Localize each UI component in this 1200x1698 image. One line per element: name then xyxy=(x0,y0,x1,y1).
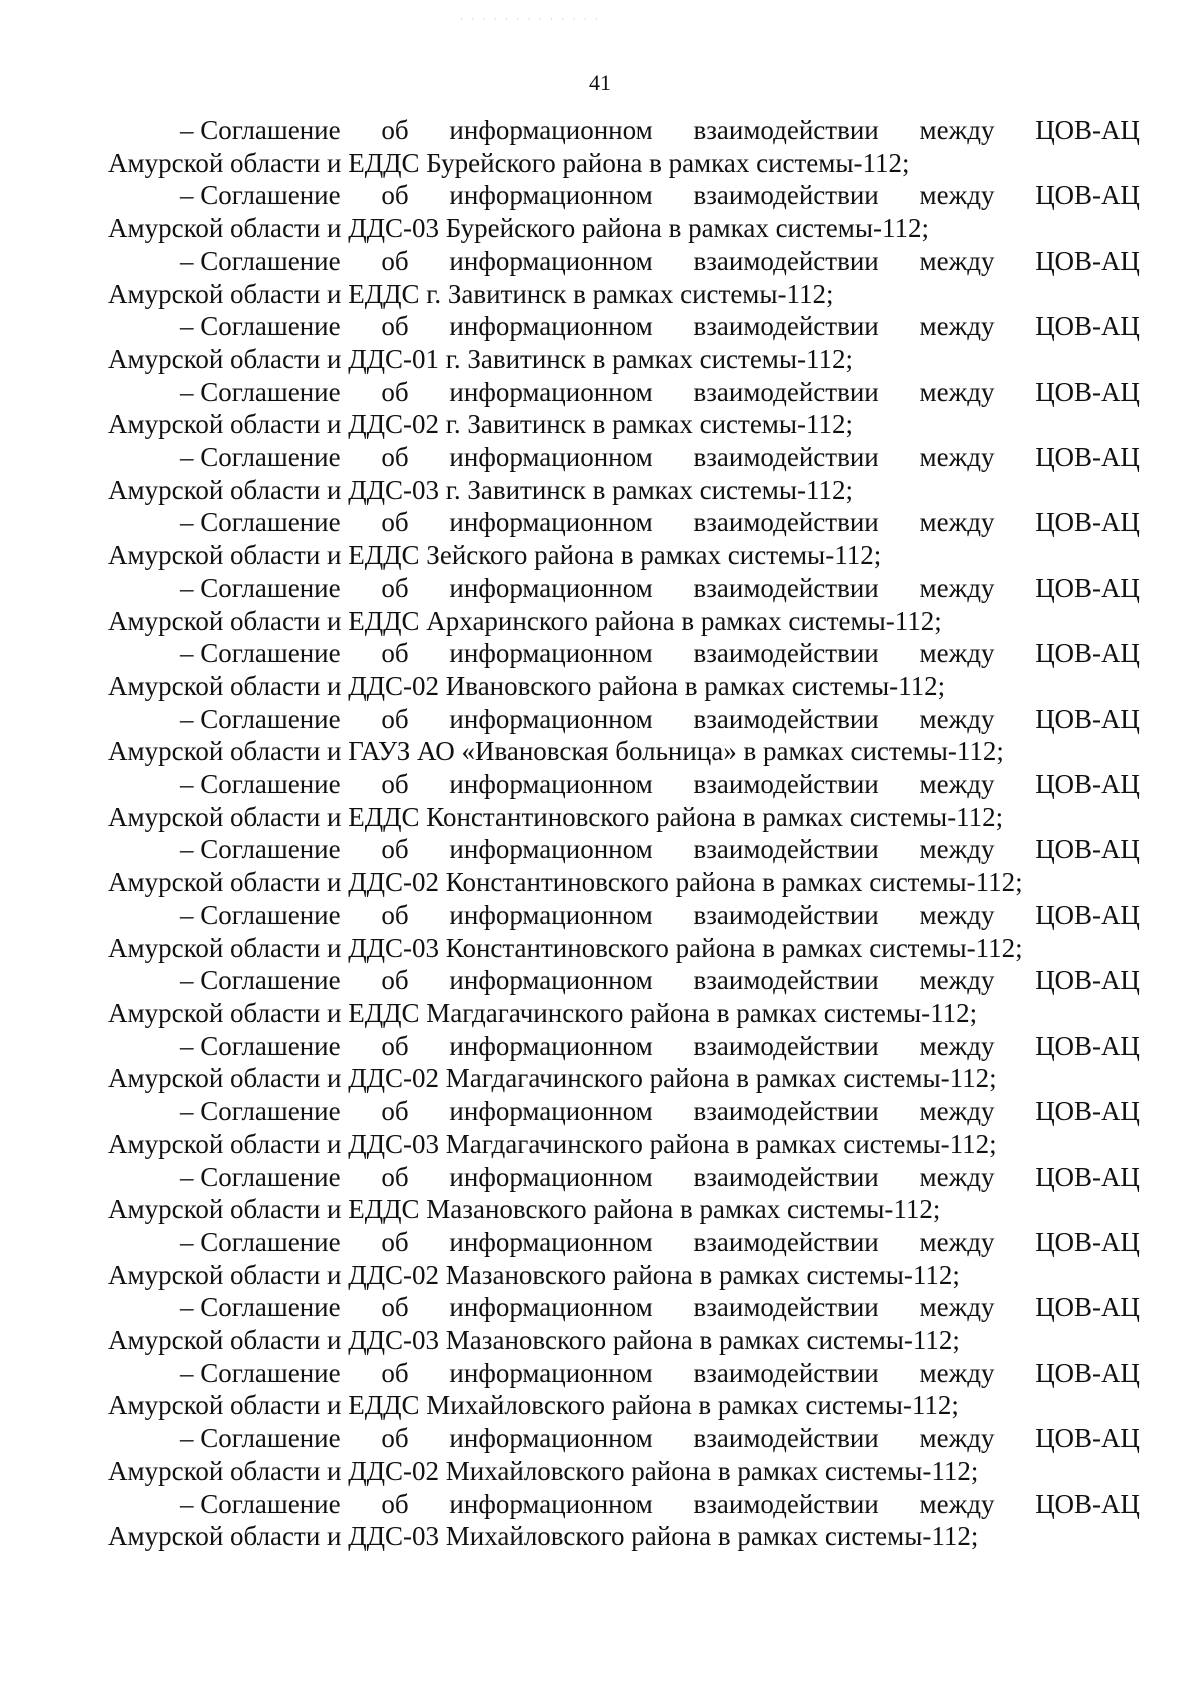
agreement-item-line-2: Амурской области и ДДС-03 Мазановского района в рамках системы-112; xyxy=(108,1325,960,1356)
agreement-item-word: об xyxy=(381,769,409,800)
agreement-item xyxy=(108,899,1140,964)
agreement-item-word: ЦОВ-АЦ xyxy=(1035,311,1140,342)
agreement-item-word: ЦОВ-АЦ xyxy=(1035,180,1140,211)
agreement-item-word: взаимодействии xyxy=(693,311,879,342)
agreement-item xyxy=(108,506,1140,571)
agreement-item-word: – Соглашение xyxy=(180,572,341,603)
agreement-item-word: информационном xyxy=(449,442,653,473)
agreement-item-word: между xyxy=(919,899,995,930)
agreement-item-word: об xyxy=(381,1226,409,1257)
agreement-item-word: – Соглашение xyxy=(180,1423,341,1454)
agreement-item-word: взаимодействии xyxy=(693,1161,879,1192)
agreement-item-word: об xyxy=(381,180,409,211)
agreement-item-line-2: Амурской области и ГАУЗ АО «Ивановская больница» в рамках системы-112; xyxy=(108,736,1004,767)
agreement-item xyxy=(108,1161,1140,1226)
agreement-list xyxy=(108,114,1140,1553)
agreement-item-word: – Соглашение xyxy=(180,245,341,276)
agreement-item xyxy=(108,1422,1140,1487)
agreement-item-word: ЦОВ-АЦ xyxy=(1035,703,1140,734)
agreement-item-line-2: Амурской области и ЕДДС Бурейского района в рамках системы-112; xyxy=(108,147,910,178)
agreement-item-word: ЦОВ-АЦ xyxy=(1035,1161,1140,1192)
agreement-item-line-1 xyxy=(108,441,1140,474)
agreement-item-word: – Соглашение xyxy=(180,965,341,996)
agreement-item-word: об xyxy=(381,834,409,865)
agreement-item-word: ЦОВ-АЦ xyxy=(1035,1423,1140,1454)
agreement-item-word: информационном xyxy=(449,769,653,800)
agreement-item-word: – Соглашение xyxy=(180,1292,341,1323)
agreement-item xyxy=(108,1488,1140,1553)
agreement-item-word: информационном xyxy=(449,834,653,865)
agreement-item-line-2: Амурской области и ЕДДС Зейского района в рамках системы-112; xyxy=(108,540,882,571)
agreement-item-word: между xyxy=(919,638,995,669)
agreement-item-word: взаимодействии xyxy=(693,115,879,145)
agreement-item-line-1 xyxy=(108,114,1140,147)
agreement-item-line-1 xyxy=(108,572,1140,605)
agreement-item xyxy=(108,768,1140,833)
agreement-item xyxy=(108,1226,1140,1291)
agreement-item-word: ЦОВ-АЦ xyxy=(1035,376,1140,407)
agreement-item-word: – Соглашение xyxy=(180,180,341,211)
agreement-item-word: информационном xyxy=(449,1357,653,1388)
agreement-item-word: между xyxy=(919,769,995,800)
agreement-item-word: взаимодействии xyxy=(693,1357,879,1388)
scan-artifact: · · · · · · · · · · · · · xyxy=(460,14,601,24)
agreement-item-word: – Соглашение xyxy=(180,769,341,800)
agreement-item-word: об xyxy=(381,1292,409,1323)
agreement-item-word: об xyxy=(381,1096,409,1127)
agreement-item-word: ЦОВ-АЦ xyxy=(1035,1030,1140,1061)
agreement-item-line-1 xyxy=(108,637,1140,670)
agreement-item-line-1 xyxy=(108,1095,1140,1128)
agreement-item-line-1 xyxy=(108,376,1140,409)
agreement-item-line-1 xyxy=(108,1226,1140,1259)
agreement-item-line-1 xyxy=(108,768,1140,801)
agreement-item-word: взаимодействии xyxy=(693,1423,879,1454)
agreement-item-word: между xyxy=(919,1488,995,1519)
agreement-item-word: – Соглашение xyxy=(180,115,341,145)
agreement-item-word: информационном xyxy=(449,1096,653,1127)
agreement-item-line-1 xyxy=(108,179,1140,212)
agreement-item-word: – Соглашение xyxy=(180,1488,341,1519)
agreement-item-line-2: Амурской области и ЕДДС Магдагачинского района в рамках системы-112; xyxy=(108,997,978,1028)
agreement-item-line-1 xyxy=(108,1291,1140,1324)
agreement-item xyxy=(108,310,1140,375)
agreement-item-line-2: Амурской области и ДДС-02 Михайловского района в рамках системы-112; xyxy=(108,1455,979,1486)
page-number: 41 xyxy=(589,70,611,95)
agreement-item-word: взаимодействии xyxy=(693,572,879,603)
agreement-item-word: информационном xyxy=(449,245,653,276)
agreement-item-line-2: Амурской области и ЕДДС Константиновского района в рамках системы-112; xyxy=(108,801,1004,832)
agreement-item-word: между xyxy=(919,834,995,865)
agreement-item-word: информационном xyxy=(449,1292,653,1323)
agreement-item-word: информационном xyxy=(449,1161,653,1192)
agreement-item-word: взаимодействии xyxy=(693,1030,879,1061)
agreement-item-word: между xyxy=(919,572,995,603)
agreement-item-word: – Соглашение xyxy=(180,442,341,473)
agreement-item-word: – Соглашение xyxy=(180,311,341,342)
agreement-item-word: между xyxy=(919,1423,995,1454)
agreement-item-word: об xyxy=(381,965,409,996)
agreement-item-line-2: Амурской области и ДДС-02 г. Завитинск в рамках системы-112; xyxy=(108,409,854,440)
agreement-item-word: информационном xyxy=(449,899,653,930)
agreement-item-word: информационном xyxy=(449,376,653,407)
agreement-item-word: взаимодействии xyxy=(693,245,879,276)
agreement-item-word: ЦОВ-АЦ xyxy=(1035,572,1140,603)
agreement-item-word: об xyxy=(381,1161,409,1192)
agreement-item xyxy=(108,1095,1140,1160)
agreement-item-line-2: Амурской области и ДДС-01 г. Завитинск в рамках системы-112; xyxy=(108,343,854,374)
agreement-item xyxy=(108,572,1140,637)
agreement-item-word: ЦОВ-АЦ xyxy=(1035,1488,1140,1519)
agreement-item-word: об xyxy=(381,1030,409,1061)
agreement-item-word: взаимодействии xyxy=(693,1488,879,1519)
agreement-item-line-1 xyxy=(108,1161,1140,1194)
agreement-item-word: об xyxy=(381,703,409,734)
agreement-item-word: ЦОВ-АЦ xyxy=(1035,442,1140,473)
agreement-item-word: между xyxy=(919,180,995,211)
agreement-item-word: между xyxy=(919,376,995,407)
agreement-item xyxy=(108,245,1140,310)
agreement-item-word: – Соглашение xyxy=(180,899,341,930)
agreement-item-word: взаимодействии xyxy=(693,1292,879,1323)
agreement-item-word: ЦОВ-АЦ xyxy=(1035,1226,1140,1257)
agreement-item-word: ЦОВ-АЦ xyxy=(1035,965,1140,996)
agreement-item-word: об xyxy=(381,638,409,669)
agreement-item-word: взаимодействии xyxy=(693,442,879,473)
agreement-item-word: ЦОВ-АЦ xyxy=(1035,1096,1140,1127)
agreement-item-line-1 xyxy=(108,1422,1140,1455)
agreement-item-word: об xyxy=(381,311,409,342)
agreement-item-word: об xyxy=(381,115,409,145)
agreement-item-word: между xyxy=(919,442,995,473)
agreement-item-word: между xyxy=(919,1292,995,1323)
agreement-item-line-2: Амурской области и ДДС-02 Магдагачинского района в рамках системы-112; xyxy=(108,1063,997,1094)
agreement-item-word: об xyxy=(381,507,409,538)
agreement-item-word: – Соглашение xyxy=(180,507,341,538)
agreement-item xyxy=(108,1291,1140,1356)
agreement-item-word: информационном xyxy=(449,1488,653,1519)
agreement-item-word: – Соглашение xyxy=(180,638,341,669)
agreement-item-word: информационном xyxy=(449,507,653,538)
agreement-item-word: взаимодействии xyxy=(693,703,879,734)
agreement-item-word: между xyxy=(919,1030,995,1061)
agreement-item xyxy=(108,441,1140,506)
agreement-item-word: информационном xyxy=(449,1423,653,1454)
agreement-item-word: об xyxy=(381,899,409,930)
agreement-item xyxy=(108,637,1140,702)
agreement-item-word: – Соглашение xyxy=(180,834,341,865)
agreement-item-word: между xyxy=(919,245,995,276)
agreement-item-word: между xyxy=(919,311,995,342)
agreement-item-line-1 xyxy=(108,833,1140,866)
agreement-item-line-1 xyxy=(108,1030,1140,1063)
agreement-item-word: между xyxy=(919,703,995,734)
agreement-item-line-1 xyxy=(108,1488,1140,1521)
agreement-item-word: об xyxy=(381,1423,409,1454)
agreement-item-line-1 xyxy=(108,703,1140,736)
agreement-item-word: взаимодействии xyxy=(693,1096,879,1127)
agreement-item-word: ЦОВ-АЦ xyxy=(1035,1292,1140,1323)
agreement-item-word: информационном xyxy=(449,311,653,342)
agreement-item-word: информационном xyxy=(449,1030,653,1061)
agreement-item-word: между xyxy=(919,507,995,538)
agreement-item-word: об xyxy=(381,245,409,276)
agreement-item-word: информационном xyxy=(449,572,653,603)
agreement-item-word: – Соглашение xyxy=(180,1226,341,1257)
agreement-item-line-2: Амурской области и ДДС-03 Бурейского района в рамках системы-112; xyxy=(108,213,929,244)
agreement-item-line-2: Амурской области и ДДС-03 Магдагачинского района в рамках системы-112; xyxy=(108,1128,997,1159)
agreement-item-word: – Соглашение xyxy=(180,1030,341,1061)
agreement-item-word: об xyxy=(381,442,409,473)
agreement-item-line-1 xyxy=(108,899,1140,932)
agreement-item-word: об xyxy=(381,1357,409,1388)
agreement-item-word: информационном xyxy=(449,965,653,996)
agreement-item xyxy=(108,179,1140,244)
agreement-item-word: между xyxy=(919,1357,995,1388)
agreement-item-line-1 xyxy=(108,310,1140,343)
agreement-item-word: между xyxy=(919,1161,995,1192)
agreement-item-word: информационном xyxy=(449,703,653,734)
agreement-item-line-2: Амурской области и ЕДДС Михайловского района в рамках системы-112; xyxy=(108,1390,959,1421)
agreement-item-word: – Соглашение xyxy=(180,703,341,734)
agreement-item xyxy=(108,376,1140,441)
agreement-item xyxy=(108,1030,1140,1095)
agreement-item xyxy=(108,114,1140,179)
agreement-item-line-2: Амурской области и ДДС-03 г. Завитинск в рамках системы-112; xyxy=(108,474,854,505)
agreement-item-word: между xyxy=(919,115,995,145)
agreement-item-word: ЦОВ-АЦ xyxy=(1035,1357,1140,1388)
agreement-item-word: ЦОВ-АЦ xyxy=(1035,638,1140,669)
agreement-item-word: взаимодействии xyxy=(693,899,879,930)
agreement-item-word: об xyxy=(381,376,409,407)
agreement-item-line-2: Амурской области и ДДС-02 Константиновского района в рамках системы-112; xyxy=(108,867,1023,898)
agreement-item-line-2: Амурской области и ДДС-02 Ивановского района в рамках системы-112; xyxy=(108,670,946,701)
agreement-item-word: – Соглашение xyxy=(180,1161,341,1192)
agreement-item-word: информационном xyxy=(449,1226,653,1257)
agreement-item-word: ЦОВ-АЦ xyxy=(1035,507,1140,538)
agreement-item-line-1 xyxy=(108,506,1140,539)
agreement-item-word: информационном xyxy=(449,115,653,145)
agreement-item-word: взаимодействии xyxy=(693,1226,879,1257)
agreement-item xyxy=(108,833,1140,898)
agreement-item xyxy=(108,703,1140,768)
agreement-item-word: ЦОВ-АЦ xyxy=(1035,245,1140,276)
agreement-item-word: взаимодействии xyxy=(693,834,879,865)
agreement-item-word: – Соглашение xyxy=(180,1096,341,1127)
agreement-item-word: информационном xyxy=(449,180,653,211)
agreement-item-word: – Соглашение xyxy=(180,376,341,407)
agreement-item-line-1 xyxy=(108,245,1140,278)
agreement-item-word: между xyxy=(919,1096,995,1127)
agreement-item-line-1 xyxy=(108,1357,1140,1390)
agreement-item xyxy=(108,1357,1140,1422)
agreement-item-word: ЦОВ-АЦ xyxy=(1035,834,1140,865)
agreement-item xyxy=(108,964,1140,1029)
agreement-item-line-2: Амурской области и ДДС-03 Михайловского района в рамках системы-112; xyxy=(108,1521,979,1552)
agreement-item-word: – Соглашение xyxy=(180,1357,341,1388)
agreement-item-word: об xyxy=(381,1488,409,1519)
agreement-item-word: между xyxy=(919,965,995,996)
agreement-item-word: взаимодействии xyxy=(693,965,879,996)
agreement-item-word: взаимодействии xyxy=(693,507,879,538)
agreement-item-word: об xyxy=(381,572,409,603)
agreement-item-line-2: Амурской области и ДДС-02 Мазановского района в рамках системы-112; xyxy=(108,1259,960,1290)
agreement-item-line-2: Амурской области и ЕДДС Архаринского района в рамках системы-112; xyxy=(108,605,942,636)
agreement-item-word: взаимодействии xyxy=(693,376,879,407)
agreement-item-line-2: Амурской области и ЕДДС Мазановского района в рамках системы-112; xyxy=(108,1194,941,1225)
agreement-item-word: ЦОВ-АЦ xyxy=(1035,769,1140,800)
agreement-item-line-2: Амурской области и ЕДДС г. Завитинск в рамках системы-112; xyxy=(108,278,834,309)
agreement-item-word: ЦОВ-АЦ xyxy=(1035,899,1140,930)
agreement-item-word: ЦОВ-АЦ xyxy=(1035,115,1140,145)
agreement-item-word: взаимодействии xyxy=(693,638,879,669)
agreement-item-line-2: Амурской области и ДДС-03 Константиновского района в рамках системы-112; xyxy=(108,932,1023,963)
agreement-item-word: взаимодействии xyxy=(693,769,879,800)
agreement-item-word: взаимодействии xyxy=(693,180,879,211)
agreement-item-line-1 xyxy=(108,964,1140,997)
agreement-item-word: информационном xyxy=(449,638,653,669)
agreement-item-word: между xyxy=(919,1226,995,1257)
